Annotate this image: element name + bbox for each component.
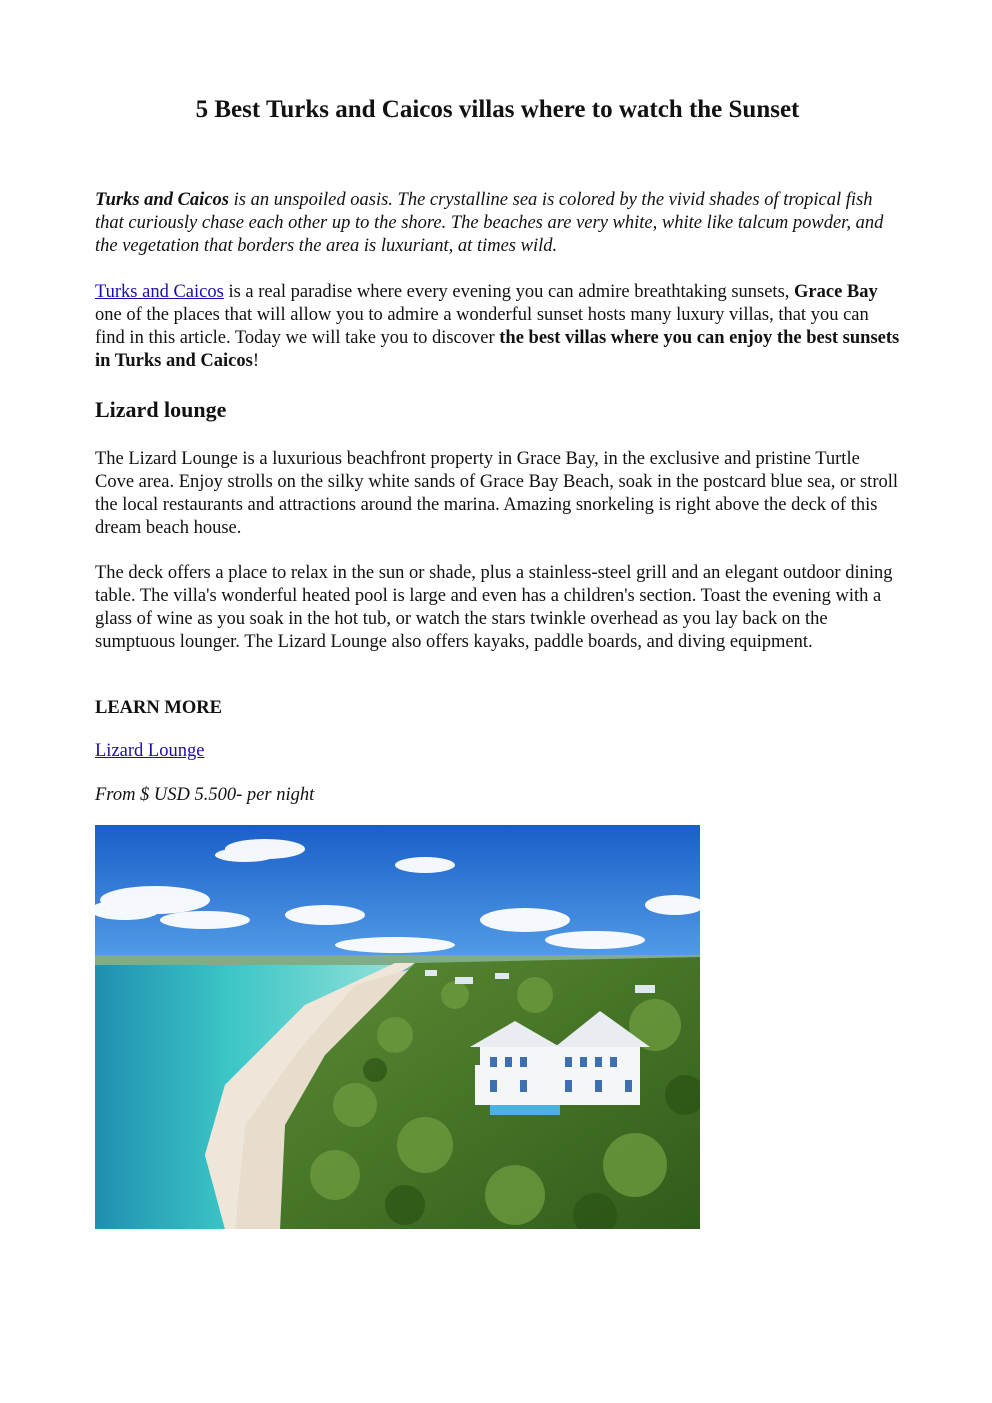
- turks-and-caicos-link[interactable]: Turks and Caicos: [95, 282, 224, 302]
- section-paragraph-1: The Lizard Lounge is a luxurious beachfront property in Grace Bay, in the exclusive and pristine Turtle Cove area. Enjoy strolls on the silky white sands of Grace Bay Beach, soak in the postcard blue sea, or stroll the local restaurants and attractions around the marina. Amazing snorkeling is right above the deck of this dream beach house.: [95, 449, 899, 538]
- intro-lead: Turks and Caicos: [95, 190, 229, 210]
- best-villas-emphasis: the best villas where you can enjoy the best sunsets in Turks and Caicos: [95, 328, 900, 371]
- paragraph-end: !: [252, 351, 260, 371]
- villa-link-line: [95, 740, 900, 763]
- intro-text: is an unspoiled oasis. The crystalline sea is colored by the vivid shades of tropical fish that curiously chase each other up to the shore. The beaches are very white, white like talcum powder, and the vegetation that borders the area is luxuriant, at times wild.: [95, 190, 884, 256]
- lizard-lounge-link[interactable]: Lizard Lounge: [95, 741, 205, 761]
- section-paragraph-2: The deck offers a place to relax in the sun or shade, plus a stainless-steel grill and an elegant outdoor dining table. The villa's wonderful heated pool is large and even has a children's section. Toast the evening with a glass of wine as you soak in the hot tub, or watch the stars twinkle overhead as you lay back on the sumptuous lounger. The Lizard Lounge also offers kayaks, paddle boards, and diving equipment.: [95, 563, 893, 652]
- price-text: From $ USD 5.500- per night: [95, 785, 315, 805]
- body-paragraph: [95, 281, 900, 373]
- villa-photo: [95, 825, 700, 1229]
- paragraph-text: one of the places that will allow you to admire a wonderful sunset hosts many luxury villas, that you can find in this article. Today we will take you to discover: [95, 305, 869, 348]
- learn-more-label: LEARN MORE: [95, 698, 222, 718]
- section-heading: Lizard lounge: [95, 397, 227, 422]
- paragraph-text: is a real paradise where every evening you can admire breathtaking sunsets,: [223, 282, 795, 302]
- intro-paragraph: [95, 189, 900, 258]
- page-title: 5 Best Turks and Caicos villas where to watch the Sunset: [195, 96, 800, 123]
- grace-bay-emphasis: Grace Bay: [794, 282, 878, 302]
